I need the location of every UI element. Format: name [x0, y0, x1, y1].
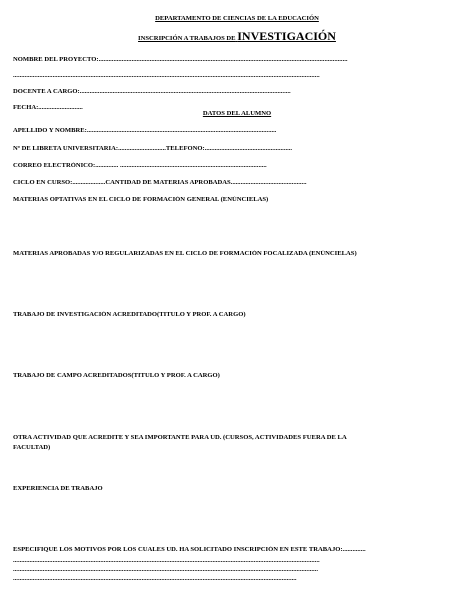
other-activity-label-line2: FACULTAD)	[13, 444, 51, 451]
form-subtitle	[0, 29, 474, 44]
surname-name-field[interactable]: APELLIDO Y NOMBRE:...................................................................................................................	[13, 127, 277, 134]
department-title: DEPARTAMENTO DE CIENCIAS DE LA EDUCACIÓN	[155, 15, 319, 22]
student-id-phone-field[interactable]: Nº DE LIBRETA UNIVERSITARIA:.............................TELEFONO:.....................................................	[13, 145, 293, 152]
project-name-field[interactable]: NOMBRE DEL PROYECTO:.......................................................................................................................................................	[13, 56, 348, 63]
reasons-line-2[interactable]: .........................................................................................................................................................................................	[13, 566, 318, 573]
cycle-field[interactable]: CICLO EN CURSO:....................CANTIDAD DE MATERIAS APROBADAS..............................................	[13, 179, 307, 186]
subtitle-small: INSCRIPCIÓN A TRABAJOS DE	[138, 35, 236, 42]
research-work-label: TRABAJO DE INVESTIGACIÓN ACREDITADO(TITULO Y PROF. A CARGO)	[13, 311, 246, 318]
project-name-continuation[interactable]: ..........................................................................................................................................................................................	[13, 72, 320, 79]
field-work-label: TRABAJO DE CAMPO ACREDITADOS(TITULO Y PROF. A CARGO)	[13, 372, 220, 379]
student-section-heading: DATOS DEL ALUMNO	[202, 110, 272, 117]
other-activity-label-line1: OTRA ACTIVIDAD QUE ACREDITE Y SEA IMPORTANTE PARA UD. (CURSOS, ACTIVIDADES FUERA DE LA	[13, 434, 347, 441]
teacher-field[interactable]: DOCENTE A CARGO:................................................................................................................................	[13, 88, 291, 95]
reasons-line-1[interactable]: ..........................................................................................................................................................................................	[13, 557, 320, 564]
reasons-line-3[interactable]: ............................................................................................................................................................................	[13, 575, 297, 582]
optional-subjects-label: MATERIAS OPTATIVAS EN EL CICLO DE FORMACIÓN GENERAL (ENÚNCIELAS)	[13, 196, 269, 203]
email-field[interactable]: CORREO ELECTRÓNICO:.............. .........................................................................................	[13, 162, 267, 169]
date-field[interactable]: FECHA:...........................	[13, 104, 83, 111]
work-experience-label: EXPERIENCIA DE TRABAJO	[13, 485, 103, 492]
subtitle-big: INVESTIGACIÓN	[237, 29, 336, 43]
approved-subjects-label: MATERIAS APROBADAS Y/O REGULARIZADAS EN EL CICLO DE FORMACIÓN FOCALIZADA (ENÚNCIELAS)	[13, 250, 357, 257]
reasons-label[interactable]: ESPECIFIQUE LOS MOTIVOS POR LOS CUALES UD. HA SOLICITADO INSCRIPCIÓN EN ESTE TRABAJO:..............	[13, 546, 366, 553]
